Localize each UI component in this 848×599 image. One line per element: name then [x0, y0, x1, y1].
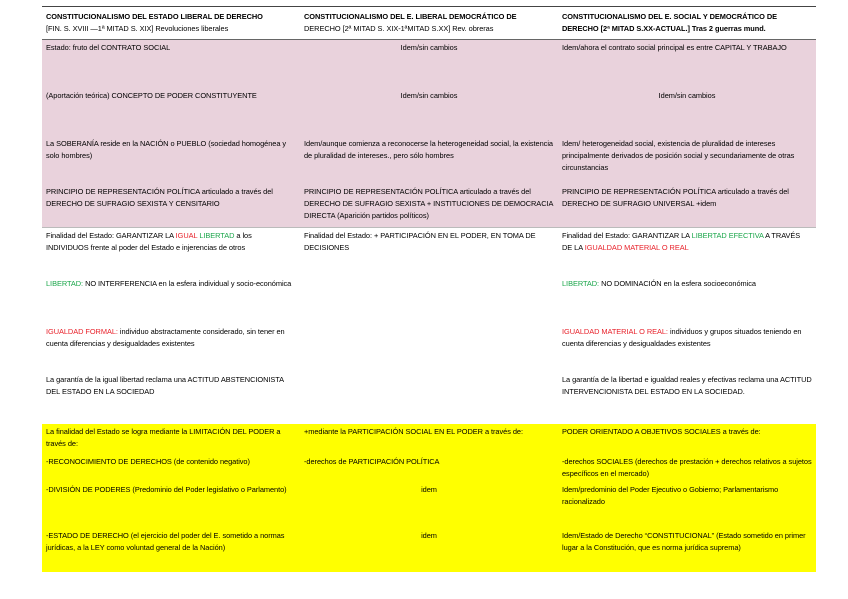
- igualdad-material-label: IGUALDAD MATERIAL O REAL:: [562, 326, 668, 336]
- cell-y2-c2: -derechos de PARTICIPACIÓN POLÍTICA: [300, 454, 558, 482]
- cell-r2-c2: Idem/sin cambios: [300, 88, 558, 136]
- comparison-table-page: [42, 6, 816, 572]
- cell-r8-c3: La garantía de la libertad e igualdad reales y efectivas reclama una ACTITUD INTERVENCIONISTA DEL ESTADO EN LA SOCIEDAD.: [558, 372, 816, 424]
- cell-y1-c2: +mediante la PARTICIPACIÓN SOCIAL EN EL PODER a través de:: [300, 424, 558, 454]
- cell-r1-c3: Idem/ahora el contrato social principal es entre CAPITAL Y TRABAJO: [558, 40, 816, 88]
- cell-y1-c1: La finalidad del Estado se logra mediante la LIMITACIÓN DEL PODER a través de:: [42, 424, 300, 454]
- cell-y4-c1: -ESTADO DE DERECHO (el ejercicio del poder del E. sometido a normas jurídicas, a la LEY como voluntad general de la Nación): [42, 528, 300, 572]
- header-row: [42, 7, 816, 40]
- cell-r6-c3: LIBERTAD: NO DOMINACIÓN en la esfera socioeconómica: [558, 276, 816, 324]
- cell-y3-c3: Idem/predominio del Poder Ejecutivo o Gobierno; Parlamentarismo racionalizado: [558, 482, 816, 528]
- cell-r5-c3: Finalidad del Estado: GARANTIZAR LA LIBERTAD EFECTIVA A TRAVÉS DE LA IGUALDAD MATERIAL O REAL: [558, 228, 816, 276]
- igual-highlight: IGUAL: [175, 231, 198, 240]
- row-division-poderes: [42, 482, 816, 528]
- cell-r7-c2: [300, 324, 558, 372]
- cell-r3-c2: Idem/aunque comienza a reconocerse la heterogeneidad social, la existencia de pluralidad de intereses., pero sólo hombres: [300, 136, 558, 184]
- finalidad-social-text: Finalidad del Estado: GARANTIZAR LA: [562, 231, 692, 240]
- cell-r7-c1: IGUALDAD FORMAL: individuo abstractamente considerado, sin tener en cuenta diferencias y desigualdades existentes: [42, 324, 300, 372]
- cell-r5-c2: Finalidad del Estado: + PARTICIPACIÓN EN EL PODER, EN TOMA DE DECISIONES: [300, 228, 558, 276]
- cell-r2-c3: Idem/sin cambios: [558, 88, 816, 136]
- row-igualdad: [42, 324, 816, 372]
- igualdad-formal-label: IGUALDAD FORMAL:: [46, 326, 118, 336]
- header-social-democratic: [558, 7, 816, 40]
- cell-y3-c2: idem: [300, 482, 558, 528]
- cell-r2-c1: (Aportación teórica) CONCEPTO DE PODER CONSTITUYENTE: [42, 88, 300, 136]
- header-social-democratic-period: DERECHO [2ª MITAD S.XX-ACTUAL.] Tras 2 guerras mund.: [562, 24, 766, 33]
- cell-y4-c2: idem: [300, 528, 558, 572]
- finalidad-text-end: a los INDIVIDUOS frente al poder del Estado e injerencias de otros: [46, 231, 252, 252]
- row-estado-derecho: [42, 528, 816, 572]
- libertad-label: LIBERTAD:: [46, 278, 84, 288]
- row-actitud: [42, 372, 816, 424]
- cell-y1-c3: PODER ORIENTADO A OBJETIVOS SOCIALES a través de:: [558, 424, 816, 454]
- header-liberal: [42, 7, 300, 40]
- header-liberal-title: CONSTITUCIONALISMO DEL ESTADO LIBERAL DE DERECHO: [46, 12, 263, 21]
- cell-r5-c1: [42, 228, 300, 276]
- row-derechos: [42, 454, 816, 482]
- row-representacion: [42, 184, 816, 228]
- cell-r3-c3: Idem/ heterogeneidad social, existencia de pluralidad de intereses principalmente derivados de posición social y secundariamente de otras circunstancias: [558, 136, 816, 184]
- header-liberal-democratic-title: CONSTITUCIONALISMO DEL E. LIBERAL DEMOCRÁTICO DE: [304, 12, 517, 21]
- cell-r3-c1: La SOBERANÍA reside en la NACIÓN o PUEBLO (sociedad homogénea y solo hombres): [42, 136, 300, 184]
- row-finalidad: [42, 228, 816, 276]
- cell-r4-c1: PRINCIPIO DE REPRESENTACIÓN POLÍTICA articulado a través del DERECHO DE SUFRAGIO SEXISTA Y CENSITARIO: [42, 184, 300, 228]
- libertad-label-social: LIBERTAD:: [562, 278, 600, 288]
- header-liberal-democratic: [300, 7, 558, 40]
- cell-r8-c2: [300, 372, 558, 424]
- cell-r1-c2: Idem/sin cambios: [300, 40, 558, 88]
- cell-r4-c2: PRINCIPIO DE REPRESENTACIÓN POLÍTICA articulado a través del DERECHO DE SUFRAGIO SEXISTA + INSTITUCIONES DE DEMOCRACIA DIRECTA (Aparición partidos políticos): [300, 184, 558, 228]
- cell-r6-c1: LIBERTAD: NO INTERFERENCIA en la esfera individual y socio-económica: [42, 276, 300, 324]
- header-social-democratic-title: CONSTITUCIONALISMO DEL E. SOCIAL Y DEMOCRÁTICO DE: [562, 12, 778, 21]
- cell-y2-c1: -RECONOCIMIENTO DE DERECHOS (de contenido negativo): [42, 454, 300, 482]
- finalidad-text: Finalidad del Estado: GARANTIZAR LA: [46, 231, 176, 240]
- row-estado: [42, 40, 816, 88]
- libertad-highlight: LIBERTAD: [199, 231, 235, 240]
- cell-r7-c3: IGUALDAD MATERIAL O REAL: individuos y grupos situados teniendo en cuenta diferencias y desigualdades existentes: [558, 324, 816, 372]
- cell-y3-c1: -DIVISIÓN DE PODERES (Predominio del Poder legislativo o Parlamento): [42, 482, 300, 528]
- header-liberal-period: [FIN. S. XVIII —1ª MITAD S. XIX] Revoluciones liberales: [46, 24, 229, 33]
- row-soberania: [42, 136, 816, 184]
- cell-r6-c2: [300, 276, 558, 324]
- cell-r1-c1: Estado: fruto del CONTRATO SOCIAL: [42, 40, 300, 88]
- cell-y4-c3: Idem/Estado de Derecho “CONSTITUCIONAL” (Estado sometido en primer lugar a la Constitución, que es norma jurídica suprema): [558, 528, 816, 572]
- igualdad-material-highlight: IGUALDAD MATERIAL O REAL: [584, 243, 689, 252]
- row-libertad: [42, 276, 816, 324]
- cell-r4-c3: PRINCIPIO DE REPRESENTACIÓN POLÍTICA articulado a través del DERECHO DE SUFRAGIO UNIVERSAL +idem: [558, 184, 816, 228]
- row-poder-constituyente: [42, 88, 816, 136]
- constitutionalism-comparison-table: [42, 6, 816, 572]
- libertad-efectiva-highlight: LIBERTAD EFECTIVA: [691, 231, 764, 240]
- cell-r8-c1: La garantía de la igual libertad reclama una ACTITUD ABSTENCIONISTA DEL ESTADO EN LA SOCIEDAD: [42, 372, 300, 424]
- cell-y2-c3: -derechos SOCIALES (derechos de prestación + derechos relativos a sujetos específicos en el mercado): [558, 454, 816, 482]
- row-limitacion-poder: [42, 424, 816, 454]
- header-liberal-democratic-period: DERECHO [2ª MITAD S. XIX-1ªMITAD S.XX] Rev. obreras: [304, 24, 494, 33]
